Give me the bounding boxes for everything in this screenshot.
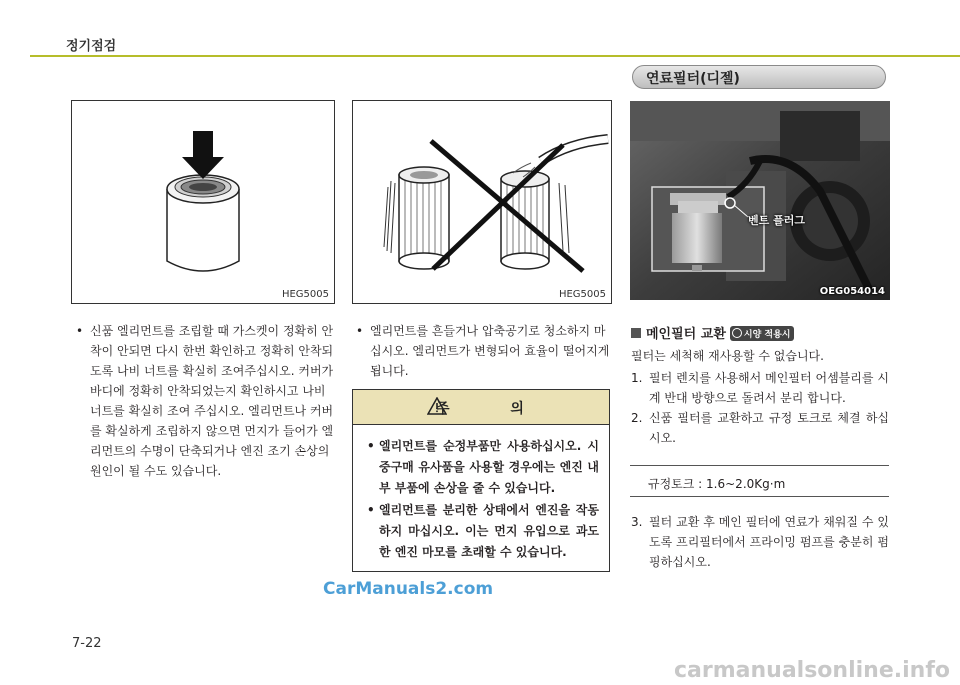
main-filter-heading-text: 메인필터 교환 <box>646 327 726 342</box>
figure-code-1: HEG5005 <box>281 289 329 300</box>
spec-rule-top <box>630 465 889 466</box>
applicability-tag-text: 시양 적용시 <box>743 330 791 340</box>
left-bullet-body: 신품 엘리먼트를 조립할 때 가스켓이 정확히 안착이 안되면 다시 한번 확인하고 정확히 안착되도록 나비 너트를 확실히 조여주십시오. 커버가 바디에 정확히 안착되었는지 확인하시고 나비 너트를 확실히 조여 주십시오. 엘리먼트나 커버를 확실하게 조립하지 않으면 먼지가 들어가 엘리먼트의 수명이 단축되거나 엔진 조기 손상의 원인이 될 수도 있습니다. <box>90 324 334 478</box>
step-item <box>631 368 889 408</box>
vent-plug-label: 벤트 플러그 <box>748 214 805 227</box>
section-title-pill <box>632 65 886 89</box>
caution-item <box>367 436 599 499</box>
air-filter-illustration <box>72 101 334 303</box>
caution-header <box>353 390 609 425</box>
step-number: 3. <box>631 515 643 529</box>
caution-item-text: 엘리먼트를 순정부품만 사용하십시오. 시중구매 유사품을 사용할 경우에는 엔진 내부 부품에 손상을 줄 수 있습니다. <box>379 439 599 495</box>
site-watermark: CarManuals2.com <box>323 579 494 599</box>
step-item <box>631 512 889 572</box>
torque-spec: 규정토크 : 1.6~2.0Kg·m <box>648 477 786 491</box>
step-text: 필터 렌치를 사용해서 메인필터 어셈블리를 시계 반대 방향으로 돌려서 분리 합니다. <box>649 371 889 405</box>
info-icon <box>732 328 742 338</box>
caution-title: 주 의 <box>436 401 552 417</box>
bullet-dot: • <box>367 439 375 453</box>
bullet-dot: • <box>76 324 84 338</box>
page-header-title: 정기점검 <box>66 39 117 54</box>
middle-bullet-text <box>356 321 610 381</box>
figure-no-compressed-air <box>352 100 612 304</box>
caution-item-text: 엘리먼트를 분리한 상태에서 엔진을 작동하지 마십시오. 이는 먼지 유입으로 과도한 엔진 마모를 초래할 수 있습니다. <box>379 503 599 559</box>
square-bullet-icon <box>631 328 641 338</box>
caution-box <box>352 389 610 572</box>
header-rule <box>30 55 960 57</box>
caution-item <box>367 500 599 563</box>
fuel-filter-photo <box>630 101 890 300</box>
figure-code-2: HEG5005 <box>558 289 606 300</box>
main-filter-heading <box>631 323 794 342</box>
photo-code: OEG054014 <box>819 286 885 297</box>
no-cleaning-illustration <box>353 101 611 303</box>
spec-rule-bottom <box>630 496 889 497</box>
figure-element-install <box>71 100 335 304</box>
bullet-dot: • <box>367 503 375 517</box>
section-title: 연료필터(디젤) <box>646 71 740 87</box>
applicability-tag <box>730 326 795 341</box>
main-filter-intro: 필터는 세척해 재사용할 수 없습니다. <box>631 349 824 363</box>
left-bullet-text <box>76 321 335 481</box>
engine-photo-illustration <box>630 101 890 300</box>
middle-bullet-body: 엘리먼트를 흔들거나 압축공기로 청소하지 마십시오. 엘리먼트가 변형되어 효율이 떨어지게 됩니다. <box>370 324 610 378</box>
footer-watermark: carmanualsonline.info <box>674 658 950 683</box>
step-text: 필터 교환 후 메인 필터에 연료가 채워질 수 있도록 프리필터에서 프라이밍 펌프를 충분히 펌핑하십시오. <box>649 515 889 569</box>
step-item <box>631 408 889 448</box>
step-number: 2. <box>631 411 643 425</box>
step-text: 신품 필터를 교환하고 규정 토크로 체결 하십시오. <box>649 411 889 445</box>
step-number: 1. <box>631 371 643 385</box>
page-number: 7-22 <box>72 636 102 651</box>
bullet-dot: • <box>356 324 364 338</box>
